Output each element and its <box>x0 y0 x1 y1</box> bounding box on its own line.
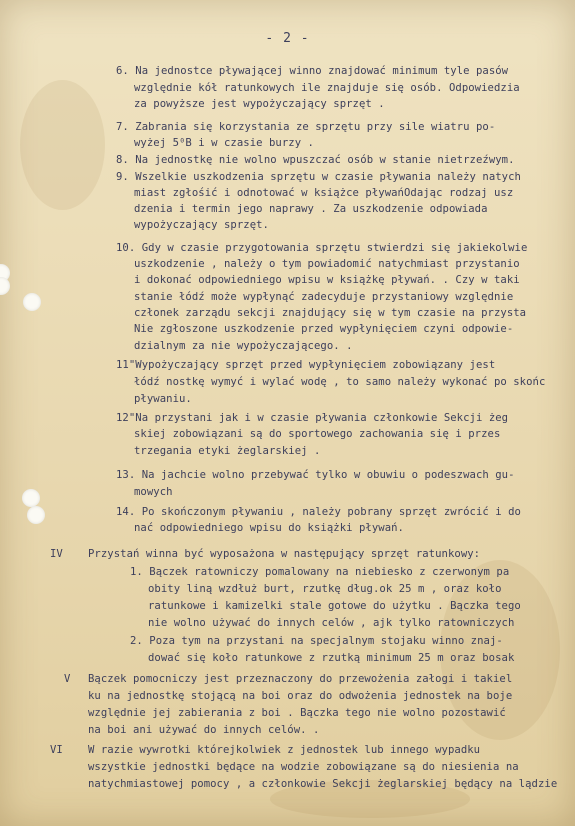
punch-hole <box>27 506 45 524</box>
text-line: mowych <box>134 486 173 498</box>
text-line: obity liną wzdłuż burt, rzutkę dług.ok 25 m , oraz koło <box>148 583 502 595</box>
text-line: wszystkie jednostki będące na wodzie zobowiązane są do niesienia na <box>88 761 519 773</box>
text-line: 13. Na jachcie wolno przebywać tylko w obuwiu o podeszwach gu- <box>116 469 515 481</box>
text-line: ku na jednostkę stojącą na boi oraz do odwożenia jednostek na boje <box>88 690 513 702</box>
text-line: natychmiastowej pomocy , a członkowie Sekcji żeglarskiej będący na lądzie <box>88 778 558 790</box>
text-line: trzegania etyki żeglarskiej . <box>134 445 321 457</box>
text-line: dować się koło ratunkowe z rzutką minimum 25 m oraz bosak <box>148 652 515 664</box>
text-line: 14. Po skończonym pływaniu , należy pobrany sprzęt zwrócić i do <box>116 506 521 518</box>
text-line: członek zarządu sekcji znajdujący się w tym czasie na przysta <box>134 307 527 319</box>
text-line: wyżej 5⁰B i w czasie burzy . <box>134 137 314 149</box>
text-line: W razie wywrotki którejkolwiek z jednostek lub innego wypadku <box>88 744 481 756</box>
section-label: IV <box>50 548 63 560</box>
text-line: 8. Na jednostkę nie wolno wpuszczać osób w stanie nietrzeźwym. <box>116 154 515 166</box>
paper-stain <box>20 80 105 210</box>
text-line: nać odpowiedniego wpisu do książki pływań. <box>134 522 404 534</box>
punch-hole <box>0 277 10 295</box>
text-line: na boi ani używać do innych celów. . <box>88 724 320 736</box>
text-line: 1. Bączek ratowniczy pomalowany na niebiesko z czerwonym pa <box>130 566 510 578</box>
text-line: skiej zobowiązani są do sportowego zachowania się i przes <box>134 428 501 440</box>
text-line: nie wolno używać do innych celów , ajk tylko ratowniczych <box>148 617 515 629</box>
text-line: Bączek pomocniczy jest przeznaczony do przewożenia załogi i takiel <box>88 673 513 685</box>
text-line: względnie jej zabierania z boi . Bączka tego nie wolno pozostawić <box>88 707 506 719</box>
text-line: Przystań winna być wyposażona w następujący sprzęt ratunkowy: <box>88 548 481 560</box>
page-number: - 2 - <box>265 31 310 46</box>
text-line: względnie kół ratunkowych ile znajduje się osób. Odpowiedzia <box>134 82 520 94</box>
text-line: Nie zgłoszone uszkodzenie przed wypłynięciem czyni odpowie- <box>134 323 514 335</box>
text-line: łódź nostkę wymyć i wylać wodę , to samo należy wykonać po skońc <box>134 376 546 388</box>
text-line: 9. Wszelkie uszkodzenia sprzętu w czasie pływania należy natych <box>116 171 521 183</box>
text-line: pływaniu. <box>134 393 192 405</box>
text-line: za powyższe jest wypożyczający sprzęt . <box>134 98 385 110</box>
punch-hole <box>22 489 40 507</box>
text-line: dzenia i termin jego naprawy . Za uszkodzenie odpowiada <box>134 203 488 215</box>
text-line: uszkodzenie , należy o tym powiadomić natychmiast przystanio <box>134 258 520 270</box>
text-line: 10. Gdy w czasie przygotowania sprzętu stwierdzi się jakiekolwie <box>116 242 528 254</box>
text-line: 7. Zabrania się korzystania ze sprzętu przy sile wiatru po- <box>116 121 496 133</box>
punch-hole <box>23 293 41 311</box>
text-line: 12"Na przystani jak i w czasie pływania członkowie Sekcji żeg <box>116 412 509 424</box>
text-line: 6. Na jednostce pływającej winno znajdować minimum tyle pasów <box>116 65 509 77</box>
text-line: stanie łódź może wypłynąć zadecyduje przystaniowy względnie <box>134 291 514 303</box>
text-line: ratunkowe i kamizelki stale gotowe do użytku . Bączka tego <box>148 600 521 612</box>
section-label: VI <box>50 744 63 756</box>
text-line: 2. Poza tym na przystani na specjalnym stojaku winno znaj- <box>130 635 503 647</box>
text-line: 11"Wypożyczający sprzęt przed wypłynięciem zobowiązany jest <box>116 359 496 371</box>
text-line: dzialnym za nie wypożyczającego. . <box>134 340 353 352</box>
text-line: i dokonać odpowiedniego wpisu w książkę pływań. . Czy w taki <box>134 274 520 286</box>
section-label: V <box>64 673 71 685</box>
text-line: miast zgłośić i odnotować w książce pływańOdając rodzaj usz <box>134 187 514 199</box>
text-line: wypożyczający sprzęt. <box>134 219 269 231</box>
